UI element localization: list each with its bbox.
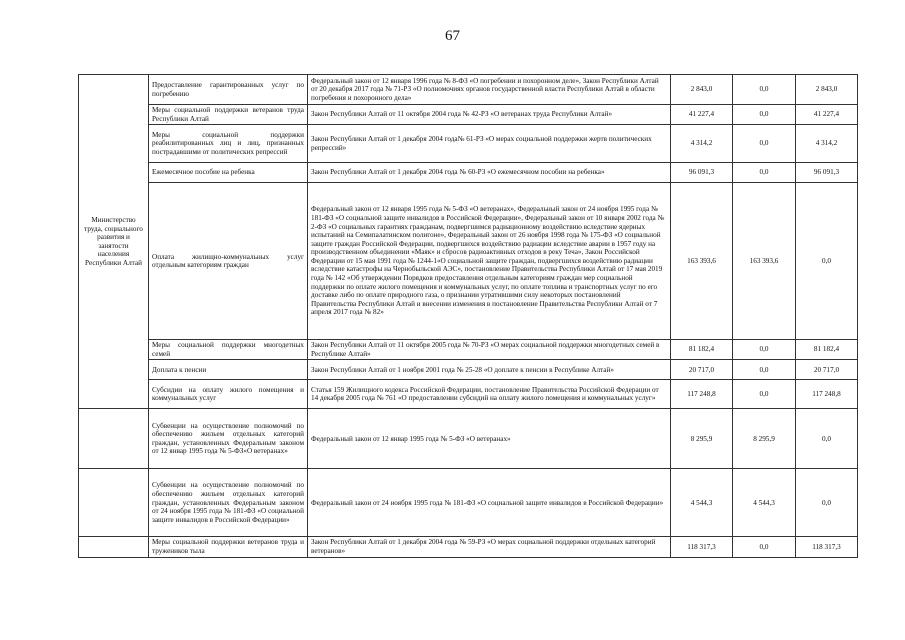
legal-basis-cell: Федеральный закон от 12 январ 1995 года № 5-ФЗ «О ветеранах»	[308, 409, 671, 469]
table-row	[79, 75, 858, 105]
legal-basis-cell: Закон Республики Алтай от 1 ноября 2001 года № 25-28 «О доплате к пенсии в Республике Алтай»	[308, 360, 671, 380]
total-cell: 81 182,4	[671, 340, 733, 360]
measure-cell: Субвенции на осуществление полномочий по обеспечению жильем отдельных категорий граждан, установленных Федеральным законом от 12 январ 1995 года № 5-ФЗ«О ветеранах»	[149, 409, 308, 469]
table-row	[79, 409, 858, 469]
federal-cell: 0,0	[733, 380, 796, 409]
legal-basis-cell: Федеральный закон от 12 января 1996 года № 8-ФЗ «О погребении и похоронном деле», Закон Республики Алтай от 20 декабря 2017 года № 71-РЗ «О полномочиях органов государственной власти Республики Алтай в области погребения и похоронного дела»	[308, 75, 671, 105]
measure-cell: Оплата жилищно-коммунальных услуг отдельным категориям граждан	[149, 183, 308, 340]
regional-cell: 0,0	[796, 183, 858, 340]
legal-basis-cell: Закон Республики Алтай от 1 декабря 2004 года № 60-РЗ «О ежемесячном пособии на ребенка»	[308, 163, 671, 183]
empty-org-cell	[79, 469, 149, 537]
measure-cell: Меры социальной поддержки многодетных семей	[149, 340, 308, 360]
federal-cell: 0,0	[733, 537, 796, 557]
regional-cell: 20 717,0	[796, 360, 858, 380]
legal-basis-cell: Федеральный закон от 24 ноября 1995 года № 181-ФЗ «О социальной защите инвалидов в Российской Федерации»	[308, 469, 671, 537]
legal-basis-cell: Федеральный закон от 12 января 1995 года № 5-ФЗ «О ветеранах», Федеральный закон от 24 ноября 1995 года № 181-ФЗ «О социальной защите инвалидов в Российской Федерации», Федеральный закон от 10 января 2002 года № 2-ФЗ «О социальных гарантиях гражданам, подвергшимся радиационному воздействию вследствие ядерных испытаний на Семипалатинском полигоне», Федеральный закон от 26 ноября 1998 года № 175-ФЗ «О социальной защите граждан Российской Федерации, подвергшихся воздействию радиации вследствие аварии в 1957 году на производственном объединении «Маяк» и сбросов радиоактивных отходов в реку Теча», Закон Российской Федерации от 15 мая 1991 года № 1244-1«О социальной защите граждан, подвергшихся воздействию радиации вследствие катастрофы на Чернобыльской АЭС», постановление Правительства Республики Алтай от 17 мая 2019 года № 142 «Об утверждении Порядков предоставления отдельным категориям граждан мер социальной поддержки по оплате жилого помещения и коммунальных услуг, по оплате топлива и транспортных услуг по его доставке либо по оплате природного газа, о признании утратившими силу некоторых постановлений Правительства Республики Алтай и внесении изменения в постановление Правительства Республики Алтай от 7 апреля 2017 года № 82»	[308, 183, 671, 340]
measure-cell: Доплата к пенсии	[149, 360, 308, 380]
total-cell: 117 248,8	[671, 380, 733, 409]
measure-cell: Меры социальной поддержки реабилитированных лиц и лиц, признанных пострадавшими от политических репрессий	[149, 125, 308, 163]
federal-cell: 0,0	[733, 105, 796, 125]
table-row	[79, 537, 858, 557]
total-cell: 96 091,3	[671, 163, 733, 183]
legal-basis-cell: Статья 159 Жилищного кодекса Российской Федерации, постановление Правительства Российской Федерации от 14 декабря 2005 года № 761 «О предоставлении субсидий на оплату жилого помещения и коммунальных услуг»	[308, 380, 671, 409]
measure-cell: Меры социальной поддержки ветеранов труда Республики Алтай	[149, 105, 308, 125]
table-row	[79, 340, 858, 360]
measure-cell: Предоставление гарантированных услуг по погребению	[149, 75, 308, 105]
regional-cell: 117 248,8	[796, 380, 858, 409]
regional-cell: 2 843,0	[796, 75, 858, 105]
organization-cell: Министерство труда, социального развития и занятости населения Республики Алтай	[79, 75, 149, 409]
federal-cell: 4 544,3	[733, 469, 796, 537]
table-row	[79, 183, 858, 340]
total-cell: 4 544,3	[671, 469, 733, 537]
empty-org-cell	[79, 409, 149, 469]
legal-basis-cell: Закон Республики Алтай от 1 декабря 2004 года№ 61-РЗ «О мерах социальной поддержки жертв политических репрессий»	[308, 125, 671, 163]
total-cell: 4 314,2	[671, 125, 733, 163]
table-row	[79, 105, 858, 125]
measure-cell: Субвенции на осуществление полномочий по обеспечению жильем отдельных категорий граждан, установленных Федеральным законом от 24 ноября 1995 года № 181-ФЗ «О социальной защите инвалидов в Российской Федерации»	[149, 469, 308, 537]
legal-basis-cell: Закон Республики Алтай от 11 октября 2005 года № 70-РЗ «О мерах социальной поддержки многодетных семей в Республике Алтай»	[308, 340, 671, 360]
federal-cell: 0,0	[733, 75, 796, 105]
empty-org-cell	[79, 537, 149, 557]
page-number: 67	[445, 28, 460, 44]
regional-cell: 118 317,3	[796, 537, 858, 557]
measure-cell: Меры социальной поддержки ветеранов труда и тружеников тыла	[149, 537, 308, 557]
total-cell: 8 295,9	[671, 409, 733, 469]
total-cell: 2 843,0	[671, 75, 733, 105]
federal-cell: 0,0	[733, 360, 796, 380]
legal-basis-cell: Закон Республики Алтай от 1 декабря 2004 года № 59-РЗ «О мерах социальной поддержки отдельных категорий ветеранов»	[308, 537, 671, 557]
federal-cell: 163 393,6	[733, 183, 796, 340]
regional-cell: 4 314,2	[796, 125, 858, 163]
table-row	[79, 125, 858, 163]
total-cell: 41 227,4	[671, 105, 733, 125]
legal-basis-cell: Закон Республики Алтай от 11 октября 2004 года № 42-РЗ «О ветеранах труда Республики Алтай»	[308, 105, 671, 125]
federal-cell: 0,0	[733, 340, 796, 360]
table-row	[79, 360, 858, 380]
regional-cell: 96 091,3	[796, 163, 858, 183]
total-cell: 118 317,3	[671, 537, 733, 557]
total-cell: 163 393,6	[671, 183, 733, 340]
budget-table	[78, 74, 858, 558]
regional-cell: 0,0	[796, 409, 858, 469]
regional-cell: 0,0	[796, 469, 858, 537]
table-row	[79, 469, 858, 537]
regional-cell: 41 227,4	[796, 105, 858, 125]
table-row	[79, 380, 858, 409]
measure-cell: Субсидии на оплату жилого помещения и коммунальных услуг	[149, 380, 308, 409]
regional-cell: 81 182,4	[796, 340, 858, 360]
federal-cell: 0,0	[733, 163, 796, 183]
total-cell: 20 717,0	[671, 360, 733, 380]
measure-cell: Ежемесячное пособие на ребенка	[149, 163, 308, 183]
federal-cell: 0,0	[733, 125, 796, 163]
table-row	[79, 163, 858, 183]
federal-cell: 8 295,9	[733, 409, 796, 469]
